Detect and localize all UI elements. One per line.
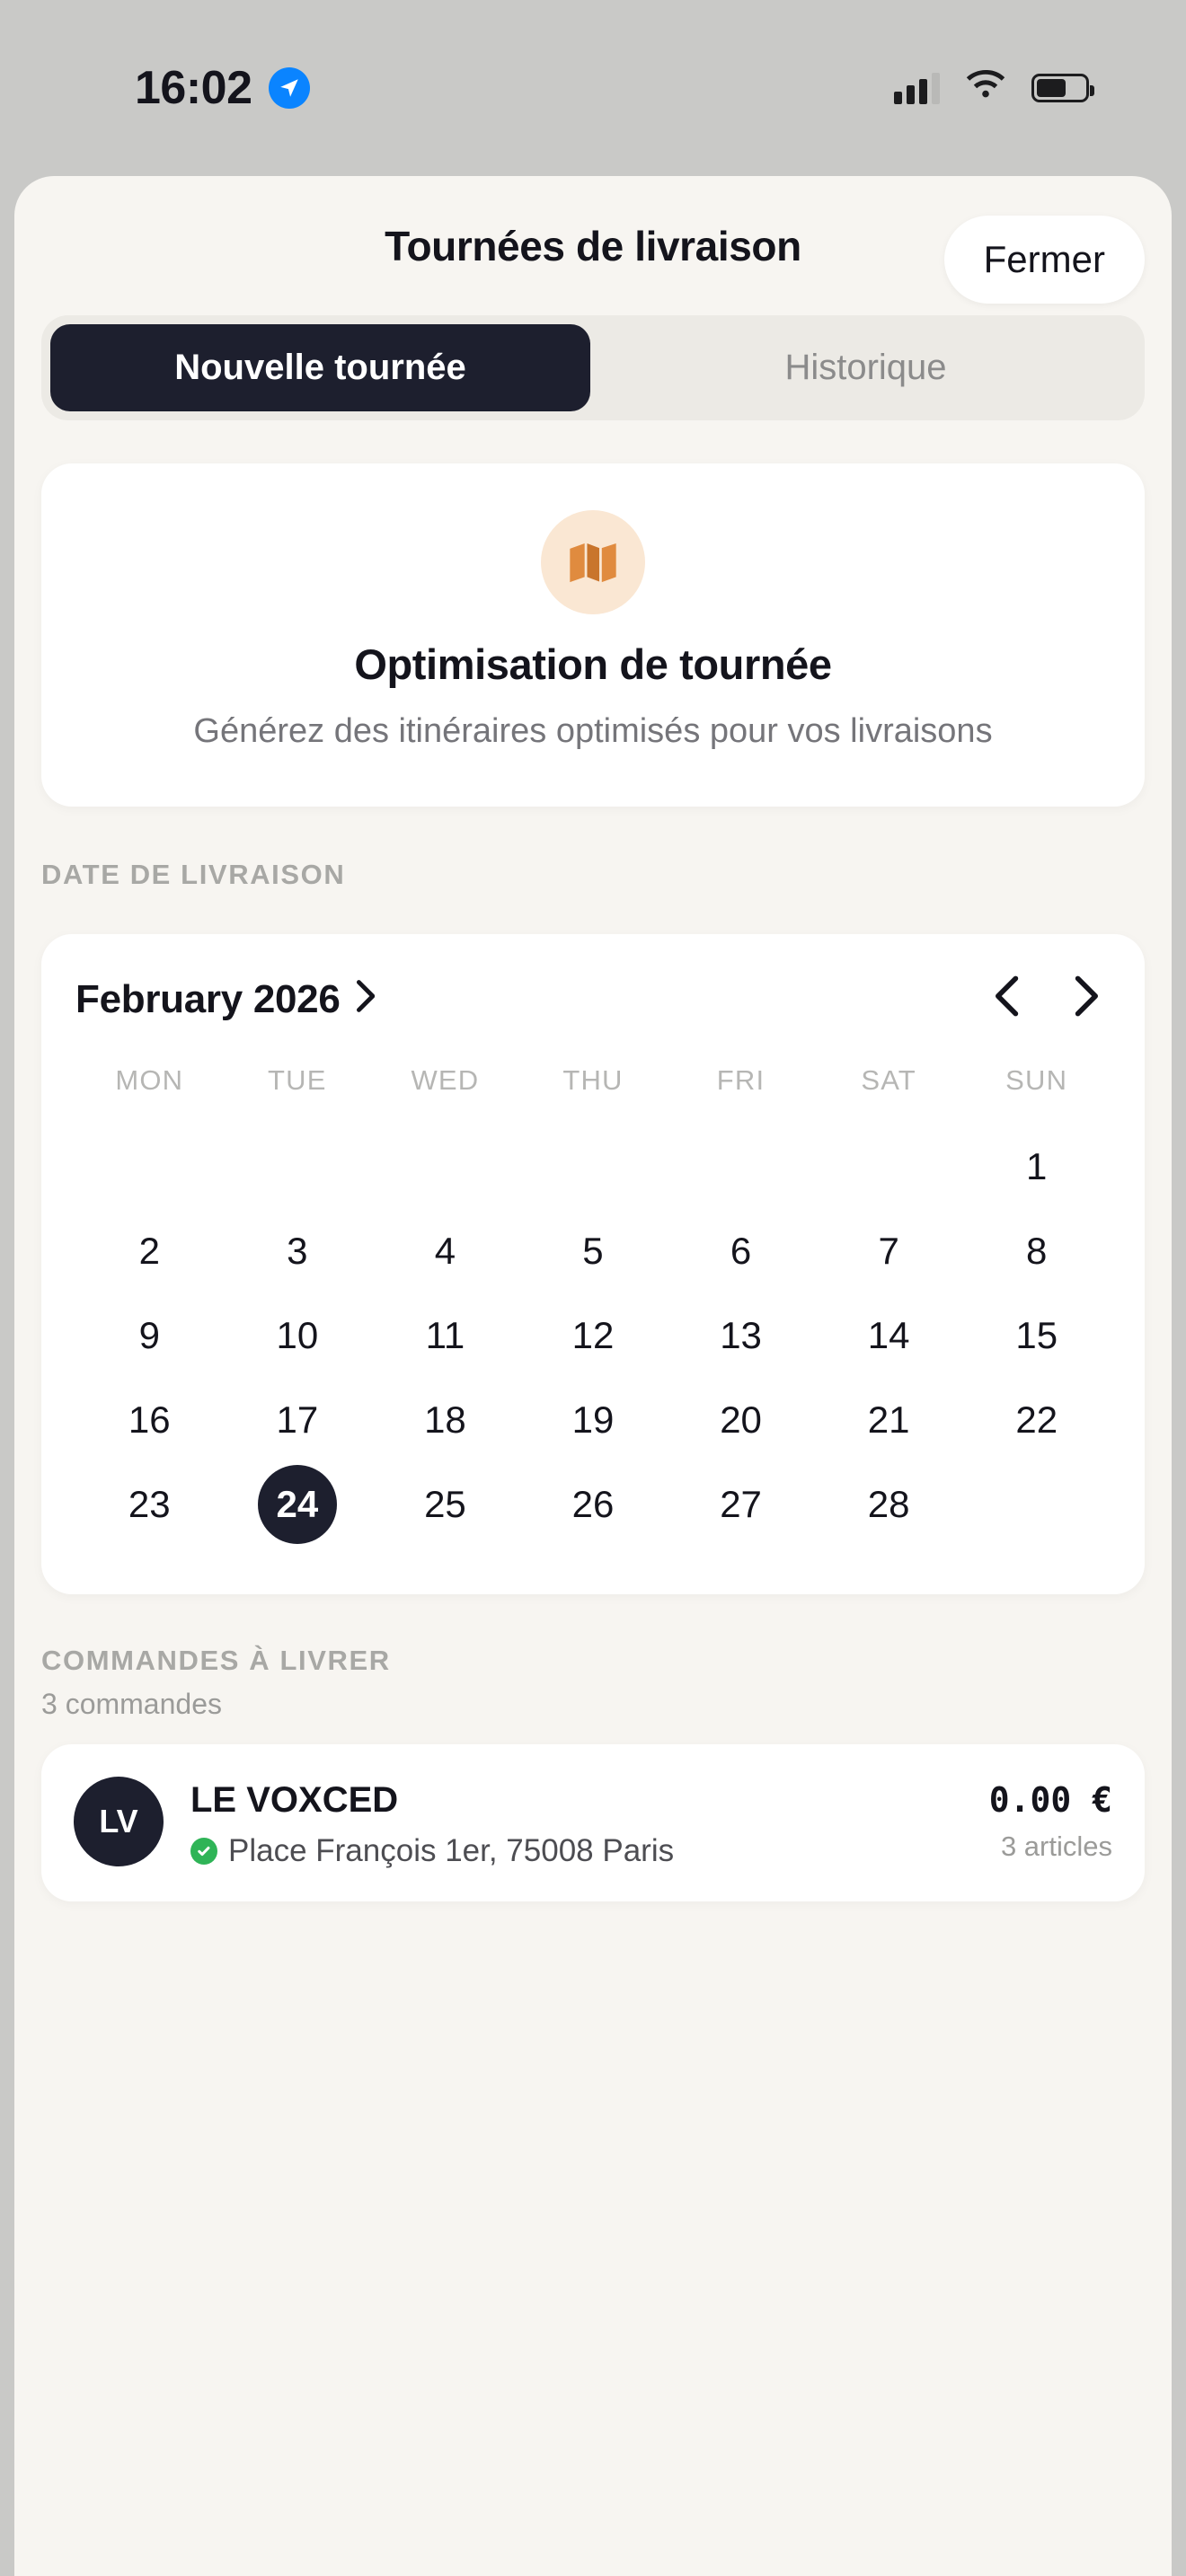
calendar-day[interactable]: 21 — [867, 1398, 910, 1442]
calendar-card — [41, 934, 1145, 1594]
wifi-icon — [963, 70, 1008, 107]
calendar-day[interactable]: 12 — [571, 1314, 615, 1357]
location-arrow-icon — [269, 67, 310, 109]
calendar-day[interactable]: 16 — [128, 1398, 171, 1442]
calendar-day[interactable]: 15 — [1015, 1314, 1058, 1357]
orders-section-label: COMMANDES À LIVRER — [41, 1645, 391, 1677]
calendar-weekday: SAT — [861, 1064, 916, 1097]
status-bar-left — [135, 61, 310, 115]
calendar-weekday: SUN — [1005, 1064, 1068, 1097]
calendar-day[interactable]: 18 — [424, 1398, 466, 1442]
status-bar-right — [894, 70, 1089, 107]
calendar-day[interactable]: 22 — [1015, 1398, 1058, 1442]
segmented-control — [41, 315, 1145, 420]
calendar-grid — [75, 1064, 1111, 1544]
calendar-day[interactable]: 17 — [276, 1398, 319, 1442]
calendar-day[interactable]: 1 — [1026, 1145, 1048, 1188]
order-details — [190, 1777, 962, 1869]
calendar-day[interactable]: 4 — [434, 1230, 456, 1273]
calendar-day[interactable]: 8 — [1026, 1230, 1048, 1273]
cellular-signal-icon — [894, 72, 940, 104]
close-button[interactable]: Fermer — [944, 216, 1145, 304]
calendar-day[interactable]: 5 — [582, 1230, 604, 1273]
hero-block — [41, 463, 1145, 807]
map-icon — [541, 510, 645, 614]
calendar-weekday: TUE — [268, 1064, 327, 1097]
chevron-left-icon[interactable] — [996, 975, 1021, 1023]
calendar-day[interactable]: 3 — [287, 1230, 308, 1273]
order-customer-name: LE VOXCED — [190, 1780, 399, 1821]
optimization-card — [41, 463, 1145, 807]
tab-historique[interactable]: Historique — [784, 348, 947, 387]
calendar-day[interactable]: 27 — [720, 1483, 762, 1526]
check-circle-icon — [190, 1838, 217, 1865]
order-address: Place François 1er, 75008 Paris — [228, 1833, 675, 1869]
calendar-day[interactable]: 6 — [730, 1230, 752, 1273]
calendar-day[interactable]: 19 — [571, 1398, 615, 1442]
battery-icon — [1031, 74, 1089, 102]
calendar-day[interactable]: 25 — [424, 1483, 466, 1526]
order-article-count: 3 articles — [1000, 1831, 1112, 1863]
delivery-date-label: DATE DE LIVRAISON — [41, 859, 346, 891]
calendar-day[interactable]: 13 — [720, 1314, 762, 1357]
status-time: 16:02 — [135, 62, 252, 114]
order-summary — [989, 1777, 1112, 1863]
calendar-day[interactable]: 10 — [276, 1314, 319, 1357]
order-price: 0.00 € — [988, 1780, 1112, 1821]
calendar-day[interactable]: 9 — [138, 1314, 160, 1357]
calendar — [41, 934, 1145, 1594]
sheet-header — [14, 176, 1172, 315]
calendar-day[interactable]: 2 — [138, 1230, 160, 1273]
calendar-day[interactable]: 7 — [878, 1230, 899, 1273]
calendar-weekday: MON — [115, 1064, 184, 1097]
hero-title: Optimisation de tournée — [354, 640, 832, 688]
calendar-day[interactable]: 28 — [867, 1483, 910, 1526]
calendar-nav — [996, 975, 1111, 1023]
calendar-day[interactable]: 23 — [128, 1483, 171, 1526]
calendar-day-selected[interactable]: 24 — [224, 1465, 372, 1544]
list-item[interactable] — [41, 1744, 1145, 1901]
calendar-weekday: WED — [411, 1064, 480, 1097]
hero-subtitle: Générez des itinéraires optimisés pour vos livraisons — [193, 712, 993, 750]
calendar-weekday: FRI — [716, 1064, 766, 1097]
calendar-month-button[interactable] — [75, 977, 375, 1022]
calendar-day[interactable]: 11 — [425, 1314, 465, 1357]
calendar-weekday: THU — [562, 1064, 624, 1097]
chevron-right-icon — [355, 977, 375, 1022]
calendar-header — [75, 975, 1111, 1023]
calendar-day[interactable]: 14 — [867, 1314, 910, 1357]
delivery-rounds-sheet — [14, 176, 1172, 2576]
tab-nouvelle-tournee[interactable]: Nouvelle tournée — [50, 324, 590, 411]
page-title: Tournées de livraison — [385, 222, 801, 269]
orders-count: 3 commandes — [41, 1688, 222, 1721]
calendar-day[interactable]: 26 — [571, 1483, 615, 1526]
chevron-right-icon-next[interactable] — [1073, 975, 1098, 1023]
calendar-day[interactable]: 20 — [720, 1398, 762, 1442]
avatar: LV — [74, 1777, 164, 1866]
status-bar — [0, 0, 1186, 176]
calendar-month-label: February 2026 — [75, 976, 341, 1021]
order-address-row — [190, 1833, 962, 1869]
